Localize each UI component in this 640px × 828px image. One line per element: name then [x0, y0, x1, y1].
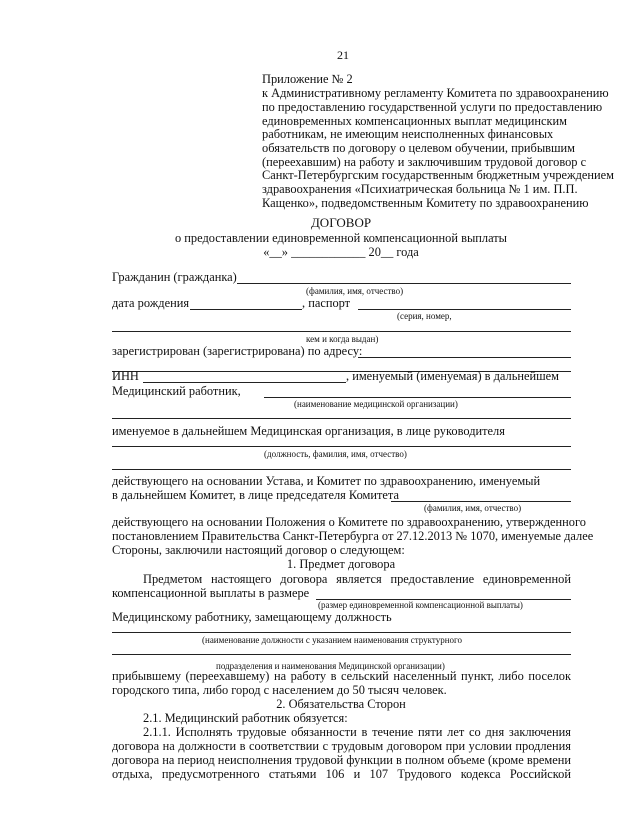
passport-issued-field[interactable] [112, 331, 571, 332]
section1-paragraph-line: городского типа, либо город с населением до 50 тысяч человек. [112, 683, 447, 697]
appendix-line: единовременных компенсационных выплат медицинским [262, 114, 567, 128]
section1-paragraph-line: Предметом настоящего договора является предоставление единовременной [143, 572, 571, 586]
passport-label: , паспорт [302, 296, 351, 310]
section1-paragraph-line: компенсационной выплаты в размере [112, 586, 310, 600]
acting-charter-text: действующего на основании Устава, и Комитет по здравоохранению, именуемый [112, 474, 541, 488]
appendix-title: Приложение № 2 [262, 72, 353, 86]
inn-field[interactable] [143, 382, 346, 383]
citizen-name-field[interactable] [237, 283, 571, 284]
document-title: ДОГОВОР [310, 215, 372, 230]
issued-hint: кем и когда выдан) [306, 334, 379, 344]
chair-field[interactable] [391, 501, 571, 502]
amount-hint: (размер единовременной компенсационной выплаты) [318, 600, 523, 610]
registered-label: зарегистрирован (зарегистрирована) по адресу: [112, 344, 363, 358]
document-subtitle: о предоставлении единовременной компенсационной выплаты [174, 231, 507, 245]
page-number: 21 [337, 48, 349, 62]
appendix-line: (переехавшим) на работу и заключившим трудовой договор с [262, 155, 587, 169]
document-date-line: «__» ____________ 20__ года [263, 245, 419, 259]
appendix-line: здравоохранения «Психиатрическая больница № 1 им. П.П. [262, 182, 578, 196]
clause-2-1: 2.1. Медицинский работник обязуется: [143, 711, 348, 725]
section1-paragraph-line: прибывшему (переехавшему) на работу в сельский населенный пункт, либо поселок [112, 669, 571, 683]
position-field-2[interactable] [112, 654, 571, 655]
appendix-line: по предоставлению государственной услуги по предоставлению [262, 100, 603, 114]
clause-2-1-1-line: договора на должности в соответствии с трудовым договором при условии продления [112, 739, 571, 753]
appendix-line: Кащенко», подведомственным Комитету по здравоохранению [262, 196, 589, 210]
acting-regulation-line: действующего на основании Положения о Комитете по здравоохранению, утвержденного [112, 515, 586, 529]
section1-paragraph-line: Медицинскому работнику, замещающему должность [112, 610, 392, 624]
dob-field[interactable] [190, 309, 302, 310]
org-named-text: именуемое в дальнейшем Медицинская организация, в лице руководителя [112, 424, 505, 438]
dob-label: дата рождения [112, 296, 190, 310]
unit-hint: подразделения и наименования Медицинской организации) [216, 661, 445, 671]
head-hint: (должность, фамилия, имя, отчество) [264, 449, 407, 459]
clause-2-1-1-line: 2.1.1. Исполнять трудовые обязанности в течение пяти лет со дня заключения [143, 725, 571, 739]
org-name-field-2[interactable] [112, 418, 571, 419]
section1-heading: 1. Предмет договора [286, 557, 396, 571]
head-field-2[interactable] [112, 469, 571, 470]
section2-heading: 2. Обязательства Сторон [276, 697, 406, 711]
clause-2-1-1-line: договора на период неисполнения трудовой функции в полном объеме (кроме времени [112, 753, 571, 767]
acting-regulation-line: Стороны, заключили настоящий договор о следующем: [112, 543, 405, 557]
appendix-line: обязательств по договору о целевом обучении, прибывшим [262, 141, 576, 155]
position-hint: (наименование должности с указанием наименования структурного [202, 635, 462, 645]
clause-2-1-1-line: отдыха, предусмотренного статьями 106 и 107 Трудового кодекса Российской [112, 767, 571, 781]
appendix-line: Санкт-Петербургским государственным бюджетным учреждением [262, 168, 615, 182]
acting-regulation-line: постановлением Правительства Санкт-Петербурга от 27.12.2013 № 1070, именуемые далее [112, 529, 594, 543]
med-worker-label: Медицинский работник, [112, 384, 241, 398]
address-field[interactable] [358, 357, 571, 358]
org-name-field[interactable] [264, 397, 571, 398]
chair-hint: (фамилия, имя, отчество) [424, 503, 522, 513]
passport-field[interactable] [358, 309, 571, 310]
inn-label: ИНН [112, 369, 139, 383]
committee-label: в дальнейшем Комитет, в лице председателя Комитета [112, 488, 399, 502]
appendix-line: работникам, не имеющим неисполненных финансовых [262, 127, 554, 141]
passport-hint: (серия, номер, [397, 311, 452, 321]
position-field[interactable] [112, 632, 571, 633]
org-hint: (наименование медицинской организации) [294, 399, 458, 409]
inn-after: , именуемый (именуемая) в дальнейшем [346, 369, 559, 383]
head-field[interactable] [112, 446, 571, 447]
citizen-hint: (фамилия, имя, отчество) [306, 286, 404, 296]
citizen-label: Гражданин (гражданка) [112, 270, 237, 284]
appendix-line: к Административному регламенту Комитета по здравоохранению [262, 86, 609, 100]
